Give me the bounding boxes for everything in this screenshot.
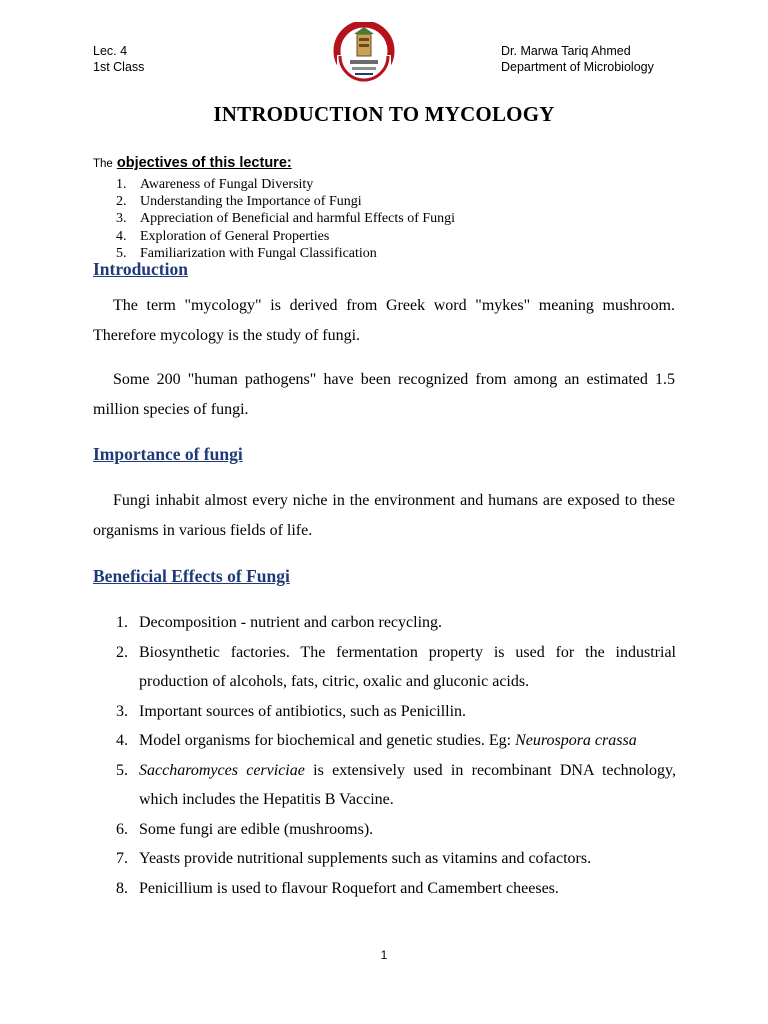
list-item [116,756,676,815]
university-logo [333,22,395,84]
page-number: 1 [380,948,388,962]
species-name: Neurospora crassa [515,732,637,749]
class-level: 1st Class [93,60,145,74]
list-item [116,726,676,756]
introduction-paragraph-1: The term "mycology" is derived from Greek word "mykes" meaning mushroom. Therefore mycology is the study of fungi. [93,297,675,344]
introduction-paragraph-2: Some 200 "human pathogens" have been recognized from among an estimated 1.5 million species of fungi. [93,371,675,418]
importance-paragraph: Fungi inhabit almost every niche in the environment and humans are exposed to these organisms in various fields of life. [93,492,675,539]
objectives-heading [93,155,292,171]
list-number: 2. [116,643,128,661]
list-item: 1. Awareness of Fungal Diversity [116,177,314,192]
list-text: Penicillium is used to flavour Roquefort and Camembert cheeses. [139,879,559,897]
species-name: Saccharomyces cerviciae [139,761,305,779]
lecture-number: Lec. 4 [93,44,128,58]
header-left [93,43,144,75]
objectives-title: objectives of this lecture: [116,155,292,171]
list-item [116,638,676,697]
document-title: INTRODUCTION TO MYCOLOGY [213,102,555,126]
list-text [139,726,676,756]
list-number: 6. [116,820,128,838]
list-item [116,844,676,874]
author-name: Dr. Marwa Tariq Ahmed [501,44,631,58]
list-item [116,815,676,845]
list-text: Decomposition - nutrient and carbon recycling. [139,614,443,631]
list-text: is extensively used in recombinant DNA technology, which includes the Hepatitis B Vaccine. [139,761,676,808]
list-item [116,697,676,727]
importance-heading: Importance of fungi [93,444,243,464]
objectives-list [116,176,455,262]
beneficial-list [116,608,676,903]
list-item: 3. Appreciation of Beneficial and harmful Effects of Fungi [116,211,456,227]
header-right [501,43,654,75]
list-item [116,874,676,904]
list-number: 5. [116,761,128,779]
list-number: 7. [116,850,128,867]
list-number: 3. [116,702,128,720]
list-text [139,756,676,815]
list-text: Important sources of antibiotics, such as Penicillin. [139,702,467,720]
list-number: 4. [116,732,128,749]
list-text: Some fungi are edible (mushrooms). [139,820,374,838]
list-text: Model organisms for biochemical and genetic studies. Eg: [139,732,516,749]
list-item: 5. Familiarization with Fungal Classification [116,245,377,261]
beneficial-heading: Beneficial Effects of Fungi [93,566,290,586]
list-item [116,608,676,638]
introduction-heading: Introduction [93,259,188,279]
list-number: 1. [116,614,128,631]
objectives-prefix: The [93,158,113,170]
list-item: 2. Understanding the Importance of Fungi [116,194,362,210]
department-name: Department of Microbiology [501,60,654,74]
list-text: Yeasts provide nutritional supplements such as vitamins and cofactors. [139,850,592,867]
list-item: 4. Exploration of General Properties [116,228,330,244]
list-number: 8. [116,879,128,897]
list-text: Biosynthetic factories. The fermentation property is used for the industrial production of alcohols, fats, citric, oxalic and gluconic acids. [139,643,676,690]
